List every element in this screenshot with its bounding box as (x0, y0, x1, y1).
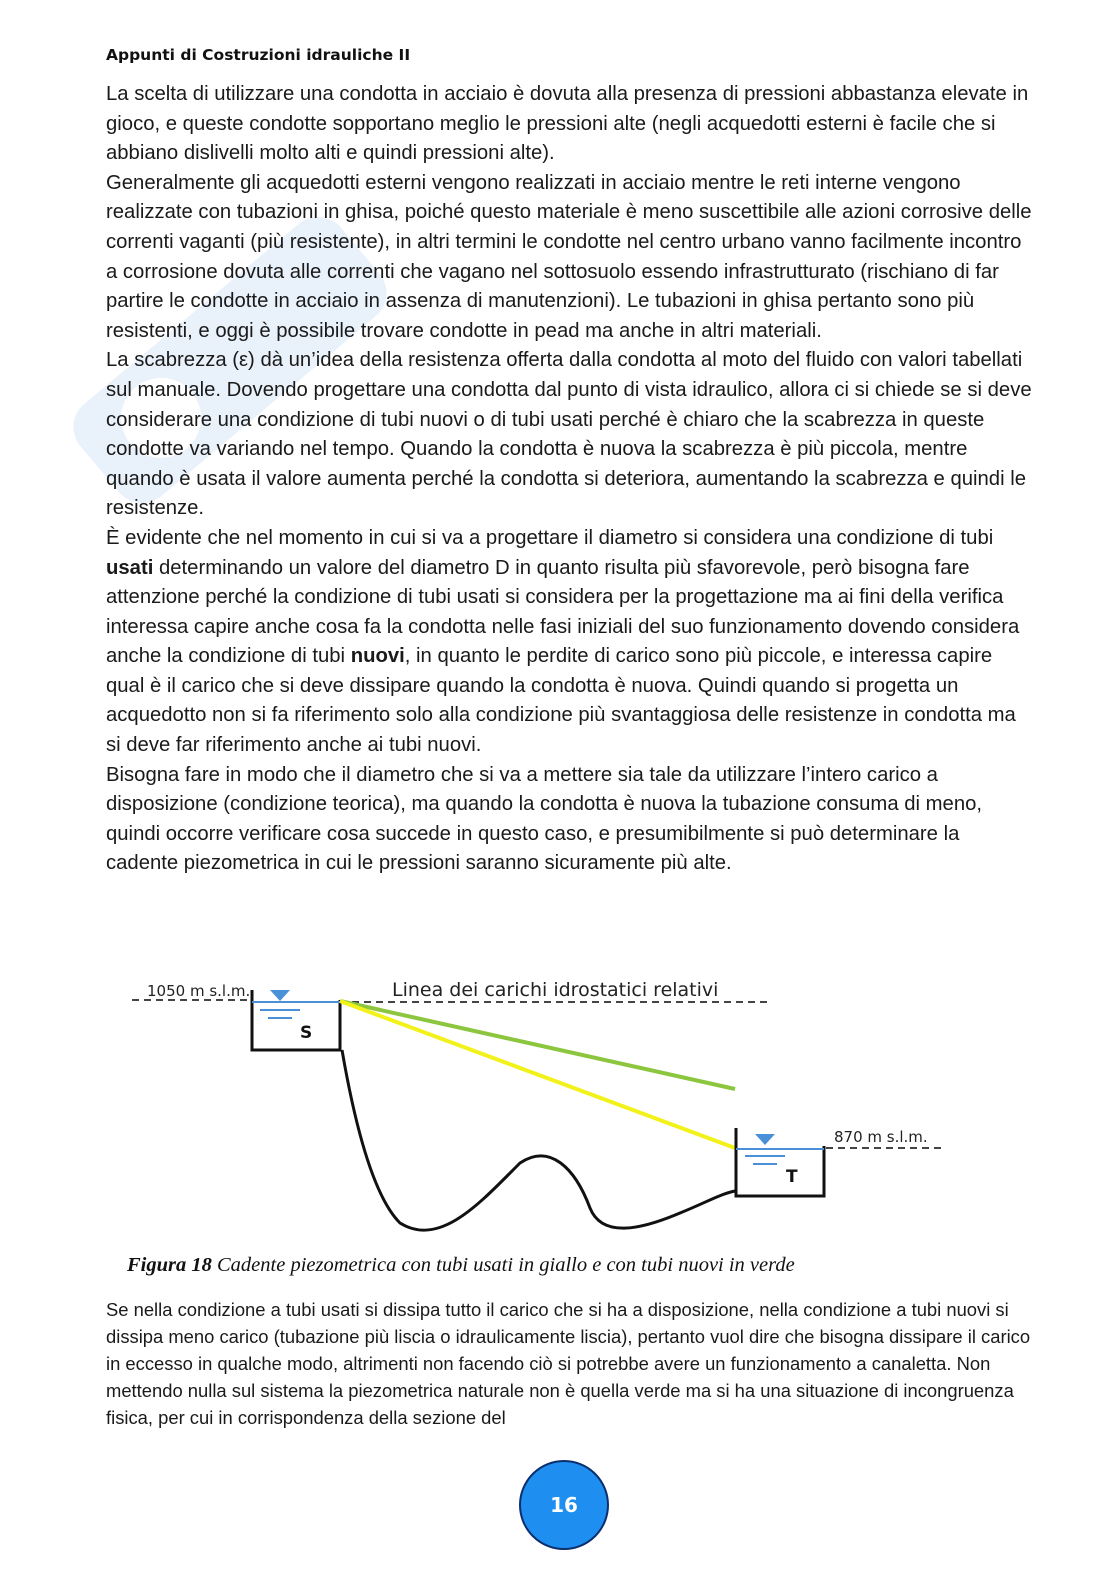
lower-water-marker-icon (755, 1134, 775, 1145)
figure-caption (127, 1254, 795, 1277)
hydrostatic-line-label: Linea dei carichi idrostatici relativi (392, 979, 719, 1001)
bold-usati: usati (106, 556, 154, 579)
page-number-badge: 16 (519, 1460, 609, 1550)
figure-18 (120, 968, 960, 1248)
paragraph-diameter: Bisogna fare in modo che il diametro che si va a mettere sia tale da utilizzare l’intero carico a disposizione (condizione teorica), ma quando la condotta è nuova la tubazione consuma di meno, quindi occorre verificare cosa succede in questo caso, e presumibilmente si può determinare la cadente piezometrica in cui le pressioni saranno sicuramente più alte. (106, 763, 983, 875)
lower-tank (736, 1128, 824, 1196)
paragraph-excess-head: Se nella condizione a tubi usati si dissipa tutto il carico che si ha a disposizione, nella condizione a tubi nuovi si dissipa meno carico (tubazione più liscia o idraulicamente liscia), pertanto vuol dire che bisogna dissipare il carico in eccesso in qualche modo, altrimenti non facendo ciò si potrebbe avere un funzionamento a canaletta. Non mettendo nulla sul sistema la piezometrica naturale non è quella verde ma si ha una situazione di incongruenza fisica, per cui in corrispondenza della sezione del (106, 1299, 1031, 1428)
tank-s-label: S (300, 1023, 313, 1043)
hydraulic-diagram (120, 968, 960, 1248)
upper-level-label: 1050 m s.l.m. (147, 982, 251, 1000)
after-figure-text (106, 1296, 1036, 1431)
paragraph-cast-iron: Generalmente gli acquedotti esterni vengono realizzati in acciaio mentre le reti interne vengono realizzate con tubazioni in ghisa, poiché questo materiale è meno suscettibile alle azioni corrosive delle correnti vaganti (più resistente), in altri termini le condotte nel centro urbano vanno facilmente incontro a corrosione dovuta alle correnti che vagano nel sottosuolo essendo infrastrutturato (rischiano di far partire le condotte in acciaio in assenza di manutenzioni). Le tubazioni in ghisa pertanto sono più resistenti, e oggi è possibile trovare condotte in pead ma anche in altri materiali. (106, 171, 1032, 342)
lower-level-label: 870 m s.l.m. (834, 1128, 928, 1146)
page-header: Appunti di Costruzioni idrauliche II (106, 46, 411, 64)
paragraph-steel-pipes: La scelta di utilizzare una condotta in acciaio è dovuta alla presenza di pressioni abbastanza elevate in gioco, e queste condotte sopportano meglio le pressioni alte (negli acquedotti esterni è facile che si abbiano dislivelli molto alti e quindi pressioni alte). (106, 83, 1029, 165)
bold-nuovi: nuovi (350, 645, 405, 668)
paragraph-roughness: La scabrezza (ε) dà un’idea della resistenza offerta dalla condotta al moto del fluido con valori tabellati sul manuale. Dovendo progettare una condotta dal punto di vista idraulico, allora ci si chiede se si deve considerare una condizione di tubi nuovi o di tubi usati perché è chiaro che la scabrezza in queste condotte va variando nel tempo. Quando la condotta è nuova la scabrezza è più piccola, mentre quando è usata il valore aumenta perché la condotta si deteriora, aumentando la scabrezza e quindi le resistenze. (106, 349, 1032, 520)
upper-water-marker-icon (270, 990, 290, 1001)
paragraph-used-new-pipes: È evidente che nel momento in cui si va a progettare il diametro si considera una condizione di tubi usati determinando un valore del diametro D in quanto risulta più sfavorevole, però bisogna fare attenzione perché la condizione di tubi usati si considera per la progettazione ma ai fini della verifica interessa capire anche cosa fa la condotta nelle fasi iniziali del suo funzionamento dovendo considera anche la condizione di tubi nuovi, in quanto le perdite di carico sono più piccole, e interessa capire qual è il carico che si deve dissipare quando la condotta è nuova. Quindi quando si progetta un acquedotto non si fa riferimento solo alla condizione più svantaggiosa delle resistenze in condotta ma si deve far riferimento anche ai tubi nuovi. (106, 526, 1020, 757)
upper-tank (252, 990, 340, 1050)
figure-number: Figura 18 (127, 1254, 212, 1276)
main-text (106, 80, 1036, 879)
tank-t-label: T (786, 1167, 798, 1187)
figure-caption-text: Cadente piezometrica con tubi usati in giallo e con tubi nuovi in verde (211, 1254, 795, 1276)
